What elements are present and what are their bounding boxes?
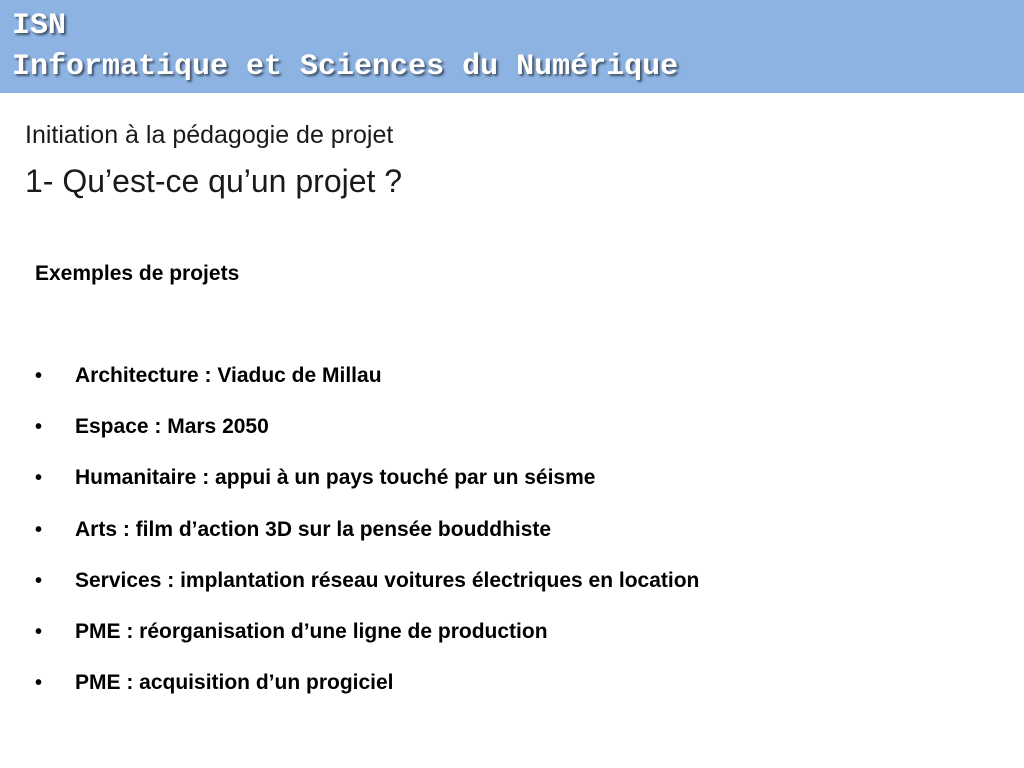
bullet-icon: • — [35, 467, 43, 490]
list-item-text: Services : implantation réseau voitures électriques en location — [75, 568, 700, 592]
slide-title: 1- Qu’est-ce qu’un projet ? — [25, 163, 403, 199]
list-item-text: Espace : Mars 2050 — [75, 415, 269, 439]
header-title-isn: ISN — [12, 9, 67, 43]
bullet-icon: • — [35, 620, 43, 643]
list-item-text: PME : réorganisation d’une ligne de production — [75, 619, 548, 643]
list-item-text: PME : acquisition d’un progiciel — [75, 671, 394, 695]
bullet-icon: • — [35, 518, 43, 541]
bullet-icon: • — [35, 569, 43, 592]
header-band — [0, 0, 1024, 93]
list-item-text: Humanitaire : appui à un pays touché par un séisme — [75, 466, 596, 490]
list-item-text: Architecture : Viaduc de Millau — [75, 364, 382, 387]
section-heading: Exemples de projets — [35, 262, 240, 285]
bullet-icon: • — [35, 416, 43, 439]
header-title-full: Informatique et Sciences du Numérique — [12, 50, 679, 84]
slide-subtitle: Initiation à la pédagogie de projet — [25, 121, 394, 149]
list-item-text: Arts : film d’action 3D sur la pensée bouddhiste — [75, 517, 552, 541]
bullet-icon: • — [35, 365, 43, 387]
bullet-icon: • — [35, 672, 43, 695]
